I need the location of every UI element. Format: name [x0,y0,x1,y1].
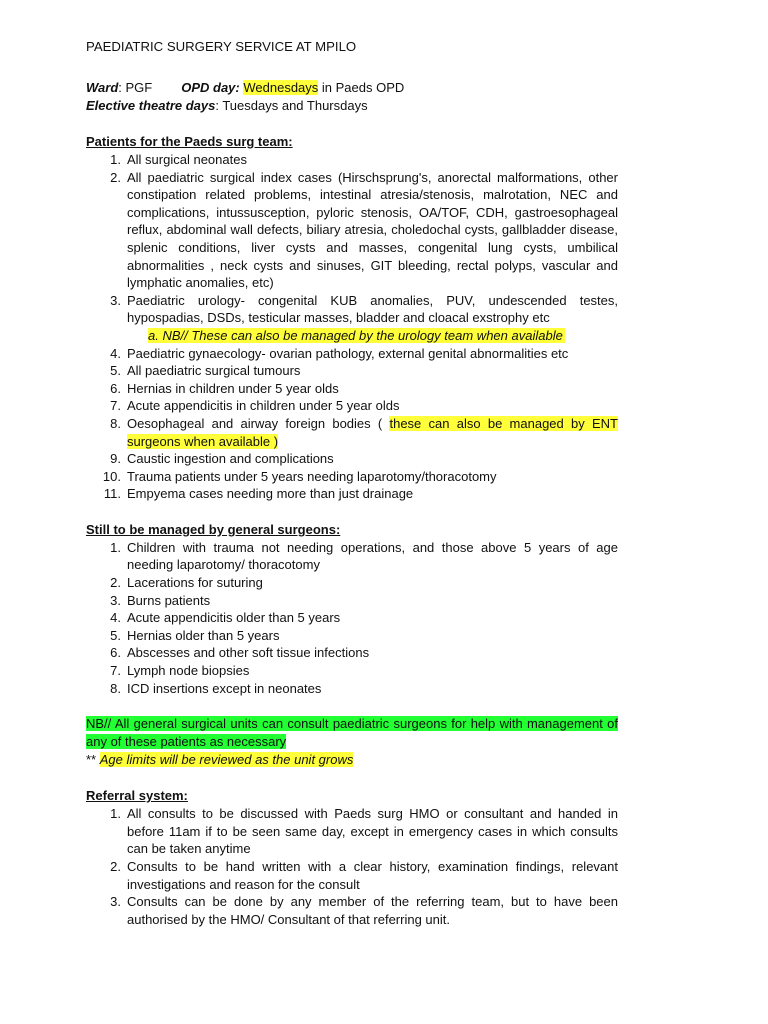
urology-sub-note: a. NB// These can also be managed by the urology team when available [148,327,563,343]
list-item: 5. All paediatric surgical tumours [110,363,301,379]
opd-day-highlight: Wednesdays [243,80,319,95]
list-item: 7. Lymph node biopsies [110,663,250,679]
list-item: 4. Acute appendicitis older than 5 years [110,610,341,626]
list-item: 7. Acute appendicitis in children under 5 year olds [110,398,400,414]
list-item: 9. Caustic ingestion and complications [110,451,334,467]
list-item: 3. Burns patients [110,592,211,608]
list-item: 5. Hernias older than 5 years [110,627,280,643]
list-item: 3. Paediatric urology- congenital KUB anomalies, PUV, undescended testes, hypospadias, DSDs, testicular masses, bladder and cloacal exstrophy etc [110,292,618,326]
list-item: 1. All consults to be discussed with Paeds surg HMO or consultant and handed in before 11am if to be seen same day, except in emergency cases in which consults can be taken anytime [110,806,618,857]
list-item: 10. Trauma patients under 5 years needing laparotomy/thoracotomy [102,468,497,484]
ward-label: Ward [86,80,119,95]
list-item: 1. Children with trauma not needing operations, and those above 5 years of age needing laparotomy/ thoracotomy [110,539,618,573]
general-surgeons-list [86,539,618,697]
list-item: 2. Consults to be hand written with a clear history, examination findings, relevant investigations and reason for the consult [110,859,618,892]
list-item: 6. Abscesses and other soft tissue infections [110,645,370,661]
ent-highlight: these can also be managed by ENT surgeons when available ) [127,415,618,449]
list-item: 2. Lacerations for suturing [110,575,263,591]
referral-list [86,805,618,928]
general-units-note [86,715,618,751]
green-highlight-note: NB// All general surgical units can consult paediatric surgeons for help with management of any of these patients as necessary [86,716,618,750]
elective-value: : Tuesdays and Thursdays [215,98,368,113]
list-item: 11. Empyema cases needing more than just drainage [103,486,414,502]
elective-label: Elective theatre days [86,98,216,113]
list-item: 6. Hernias in children under 5 year olds [110,380,339,396]
list-item: 8. ICD insertions except in neonates [110,680,322,696]
opd-label: OPD day: [181,80,240,95]
list-item: 4. Paediatric gynaecology- ovarian pathology, external genital abnormalities etc [110,345,569,361]
section-heading-referral: Referral system: [86,788,188,804]
ward-line [86,79,618,97]
list-item: 2. All paediatric surgical index cases (Hirschsprung's, anorectal malformations, other constipation related problems, intestinal atresia/stenosis, malrotation, NEC and complications, intussusception, pyloric stenosis, OA/TOF, CDH, gastroesophageal reflux, abdominal wall defects, biliary atresia, choledochal cysts, gallbladder disease, splenic conditions, liver cysts and masses, congenital lung cysts, umbilical abnormalities , neck cysts and sinuses, GIT bleeding, rectal polyps, vascular and lymphatic anomalies, etc) [110,169,618,291]
paeds-team-list [86,151,618,327]
age-limits-highlight: Age limits will be reviewed as the unit grows [99,752,354,768]
section-heading-paeds-team: Patients for the Paeds surg team: [86,134,293,149]
section-heading-general-surgeons: Still to be managed by general surgeons: [86,521,341,537]
document-page [86,38,618,928]
list-item: 1. All surgical neonates [110,152,247,167]
age-limits-note: ** Age limits will be reviewed as the unit grows [86,752,354,768]
opd-suffix: in Paeds OPD [318,80,405,95]
ward-value: : PGF [118,80,153,95]
list-item: 8. Oesophageal and airway foreign bodies ( these can also be managed by ENT surgeons when available ) [110,415,618,449]
paeds-team-list-cont [86,345,618,503]
elective-line [86,97,618,115]
list-item: 3. Consults can be done by any member of the referring team, but to have been authorised by the HMO/ Consultant of that referring unit. [110,894,618,927]
document-title: PAEDIATRIC SURGERY SERVICE AT MPILO [86,39,357,54]
